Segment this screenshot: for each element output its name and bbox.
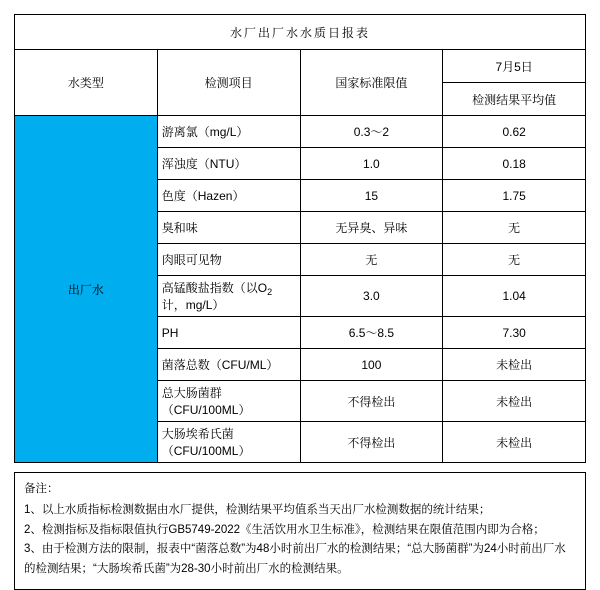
standard-value: 0.3～2 bbox=[300, 116, 443, 148]
notes-box bbox=[14, 472, 586, 590]
test-item-name: PH bbox=[157, 317, 300, 349]
test-item-name: 游离氯（mg/L） bbox=[157, 116, 300, 148]
notes-title: 备注： bbox=[24, 483, 59, 495]
result-value: 1.75 bbox=[443, 180, 586, 212]
result-value: 0.18 bbox=[443, 148, 586, 180]
header-water-type: 水类型 bbox=[15, 50, 158, 116]
test-item-name: 色度（Hazen） bbox=[157, 180, 300, 212]
standard-value: 3.0 bbox=[300, 276, 443, 317]
standard-value: 100 bbox=[300, 349, 443, 381]
result-value: 未检出 bbox=[443, 422, 586, 463]
test-item-name: 臭和味 bbox=[157, 212, 300, 244]
test-item-name: 浑浊度（NTU） bbox=[157, 148, 300, 180]
water-quality-table bbox=[14, 14, 586, 463]
standard-value: 6.5～8.5 bbox=[300, 317, 443, 349]
test-item-name: 肉眼可见物 bbox=[157, 244, 300, 276]
result-value: 7.30 bbox=[443, 317, 586, 349]
standard-value: 无 bbox=[300, 244, 443, 276]
note-line-2: 2、检测指标及指标限值执行GB5749-2022《生活饮用水卫生标准》，检测结果在限值范围内即为合格； bbox=[24, 523, 545, 536]
note-line-1: 1、以上水质指标检测数据由水厂提供，检测结果平均值系当天出厂水检测数据的统计结果； bbox=[24, 503, 491, 516]
test-item-name: 菌落总数（CFU/ML） bbox=[157, 349, 300, 381]
test-item-name: 高锰酸盐指数（以$O_2$计，mg/L） bbox=[157, 276, 300, 317]
standard-value: 不得检出 bbox=[300, 422, 443, 463]
standard-value: 不得检出 bbox=[300, 381, 443, 422]
result-value: 1.04 bbox=[443, 276, 586, 317]
standard-value: 1.0 bbox=[300, 148, 443, 180]
table-row bbox=[15, 116, 586, 148]
header-national-standard: 国家标准限值 bbox=[300, 50, 443, 116]
table-header-row bbox=[15, 50, 586, 83]
header-result-average: 检测结果平均值 bbox=[443, 83, 586, 116]
water-type-value: 出厂水 bbox=[15, 116, 158, 463]
header-test-item: 检测项目 bbox=[157, 50, 300, 116]
note-line-3: 3、由于检测方法的限制，报表中“菌落总数”为48小时前出厂水的检测结果；“总大肠菌群”为24小时前出厂水的检测结果；“大肠埃希氏菌”为28-30小时前出厂水的检测结果。 bbox=[24, 543, 566, 576]
result-value: 无 bbox=[443, 212, 586, 244]
standard-value: 无异臭、异味 bbox=[300, 212, 443, 244]
result-value: 0.62 bbox=[443, 116, 586, 148]
result-value: 未检出 bbox=[443, 349, 586, 381]
result-value: 未检出 bbox=[443, 381, 586, 422]
result-value: 无 bbox=[443, 244, 586, 276]
page-title: 水厂出厂水水质日报表 bbox=[15, 15, 586, 50]
header-date: 7月5日 bbox=[443, 50, 586, 83]
test-item-name: 大肠埃希氏菌（CFU/100ML） bbox=[157, 422, 300, 463]
standard-value: 15 bbox=[300, 180, 443, 212]
table-title-row bbox=[15, 15, 586, 50]
test-item-name: 总大肠菌群（CFU/100ML） bbox=[157, 381, 300, 422]
